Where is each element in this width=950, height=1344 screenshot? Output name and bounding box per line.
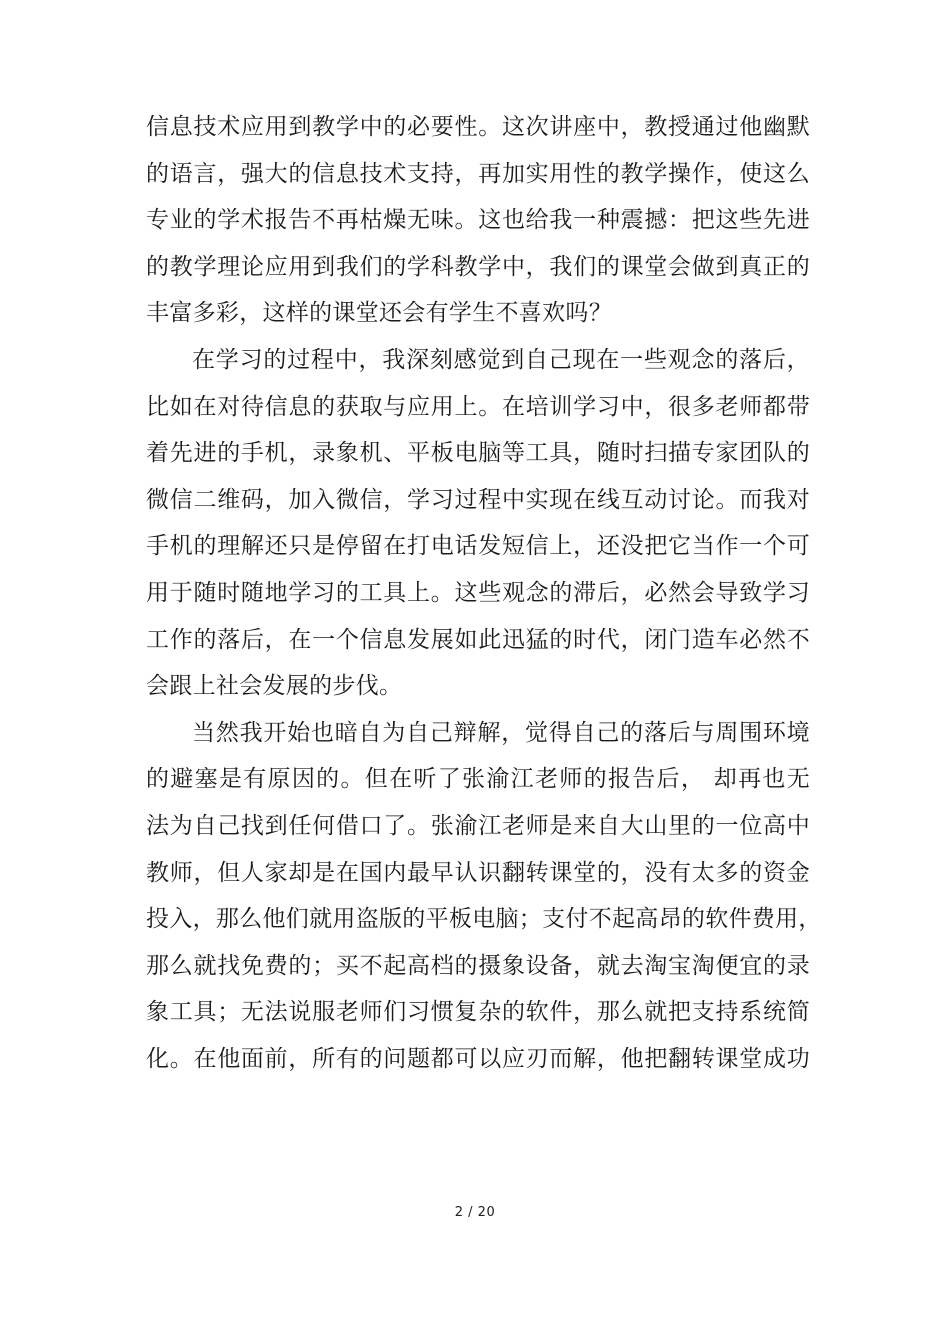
paragraph-2 xyxy=(146,337,810,710)
paragraph-3 xyxy=(146,710,822,1083)
text-line: 当然我开始也暗自为自己辩解，觉得自己的落后与周围环境 xyxy=(192,719,810,746)
text-line: 在学习的过程中，我深刻感觉到自己现在一些观念的落后， xyxy=(192,346,810,373)
text-line: 信息技术应用到教学中的必要性。这次讲座中，教授通过他幽默 xyxy=(146,114,810,140)
text-line: 的避塞是有原因的。但在听了张渝江老师的报告后， 却再也无 xyxy=(146,766,810,793)
paragraph-1 xyxy=(146,104,810,337)
body-text xyxy=(146,104,822,1082)
text-line: 法为自己找到任何借口了。张渝江老师是来自大山里的一位高中 xyxy=(146,812,810,839)
text-line: 专业的学术报告不再枯燥无味。这也给我一种震撼：把这些先进 xyxy=(146,207,810,234)
text-line: 教师，但人家却是在国内最早认识翻转课堂的，没有太多的资金 xyxy=(146,859,810,886)
text-line: 化。在他面前，所有的问题都可以应刃而解，他把翻转课堂成功 xyxy=(146,1045,810,1072)
text-line: 丰富多彩，这样的课堂还会有学生不喜欢吗？ xyxy=(146,300,612,327)
text-line: 微信二维码，加入微信，学习过程中实现在线互动讨论。而我对 xyxy=(146,486,810,513)
text-line: 那么就找免费的；买不起高档的摄象设备，就去淘宝淘便宜的录 xyxy=(146,952,810,979)
text-line: 手机的理解还只是停留在打电话发短信上，还没把它当作一个可 xyxy=(146,533,810,560)
text-line: 用于随时随地学习的工具上。这些观念的滞后，必然会导致学习 xyxy=(146,579,810,606)
text-line: 会跟上社会发展的步伐。 xyxy=(146,673,403,700)
text-line: 的语言，强大的信息技术支持，再加实用性的教学操作，使这么 xyxy=(146,160,810,187)
text-line: 的教学理论应用到我们的学科教学中，我们的课堂会做到真正的 xyxy=(146,253,810,280)
text-line: 工作的落后，在一个信息发展如此迅猛的时代，闭门造车必然不 xyxy=(146,626,810,653)
text-line: 着先进的手机，录象机、平板电脑等工具，随时扫描专家团队的 xyxy=(146,440,810,467)
text-line: 象工具；无法说服老师们习惯复杂的软件，那么就把支持系统简 xyxy=(146,999,810,1026)
text-line: 投入，那么他们就用盗版的平板电脑；支付不起高昂的软件费用， xyxy=(146,906,822,933)
text-line: 比如在对待信息的获取与应用上。在培训学习中，很多老师都带 xyxy=(146,393,810,420)
page-number: 2 / 20 xyxy=(454,1205,496,1220)
